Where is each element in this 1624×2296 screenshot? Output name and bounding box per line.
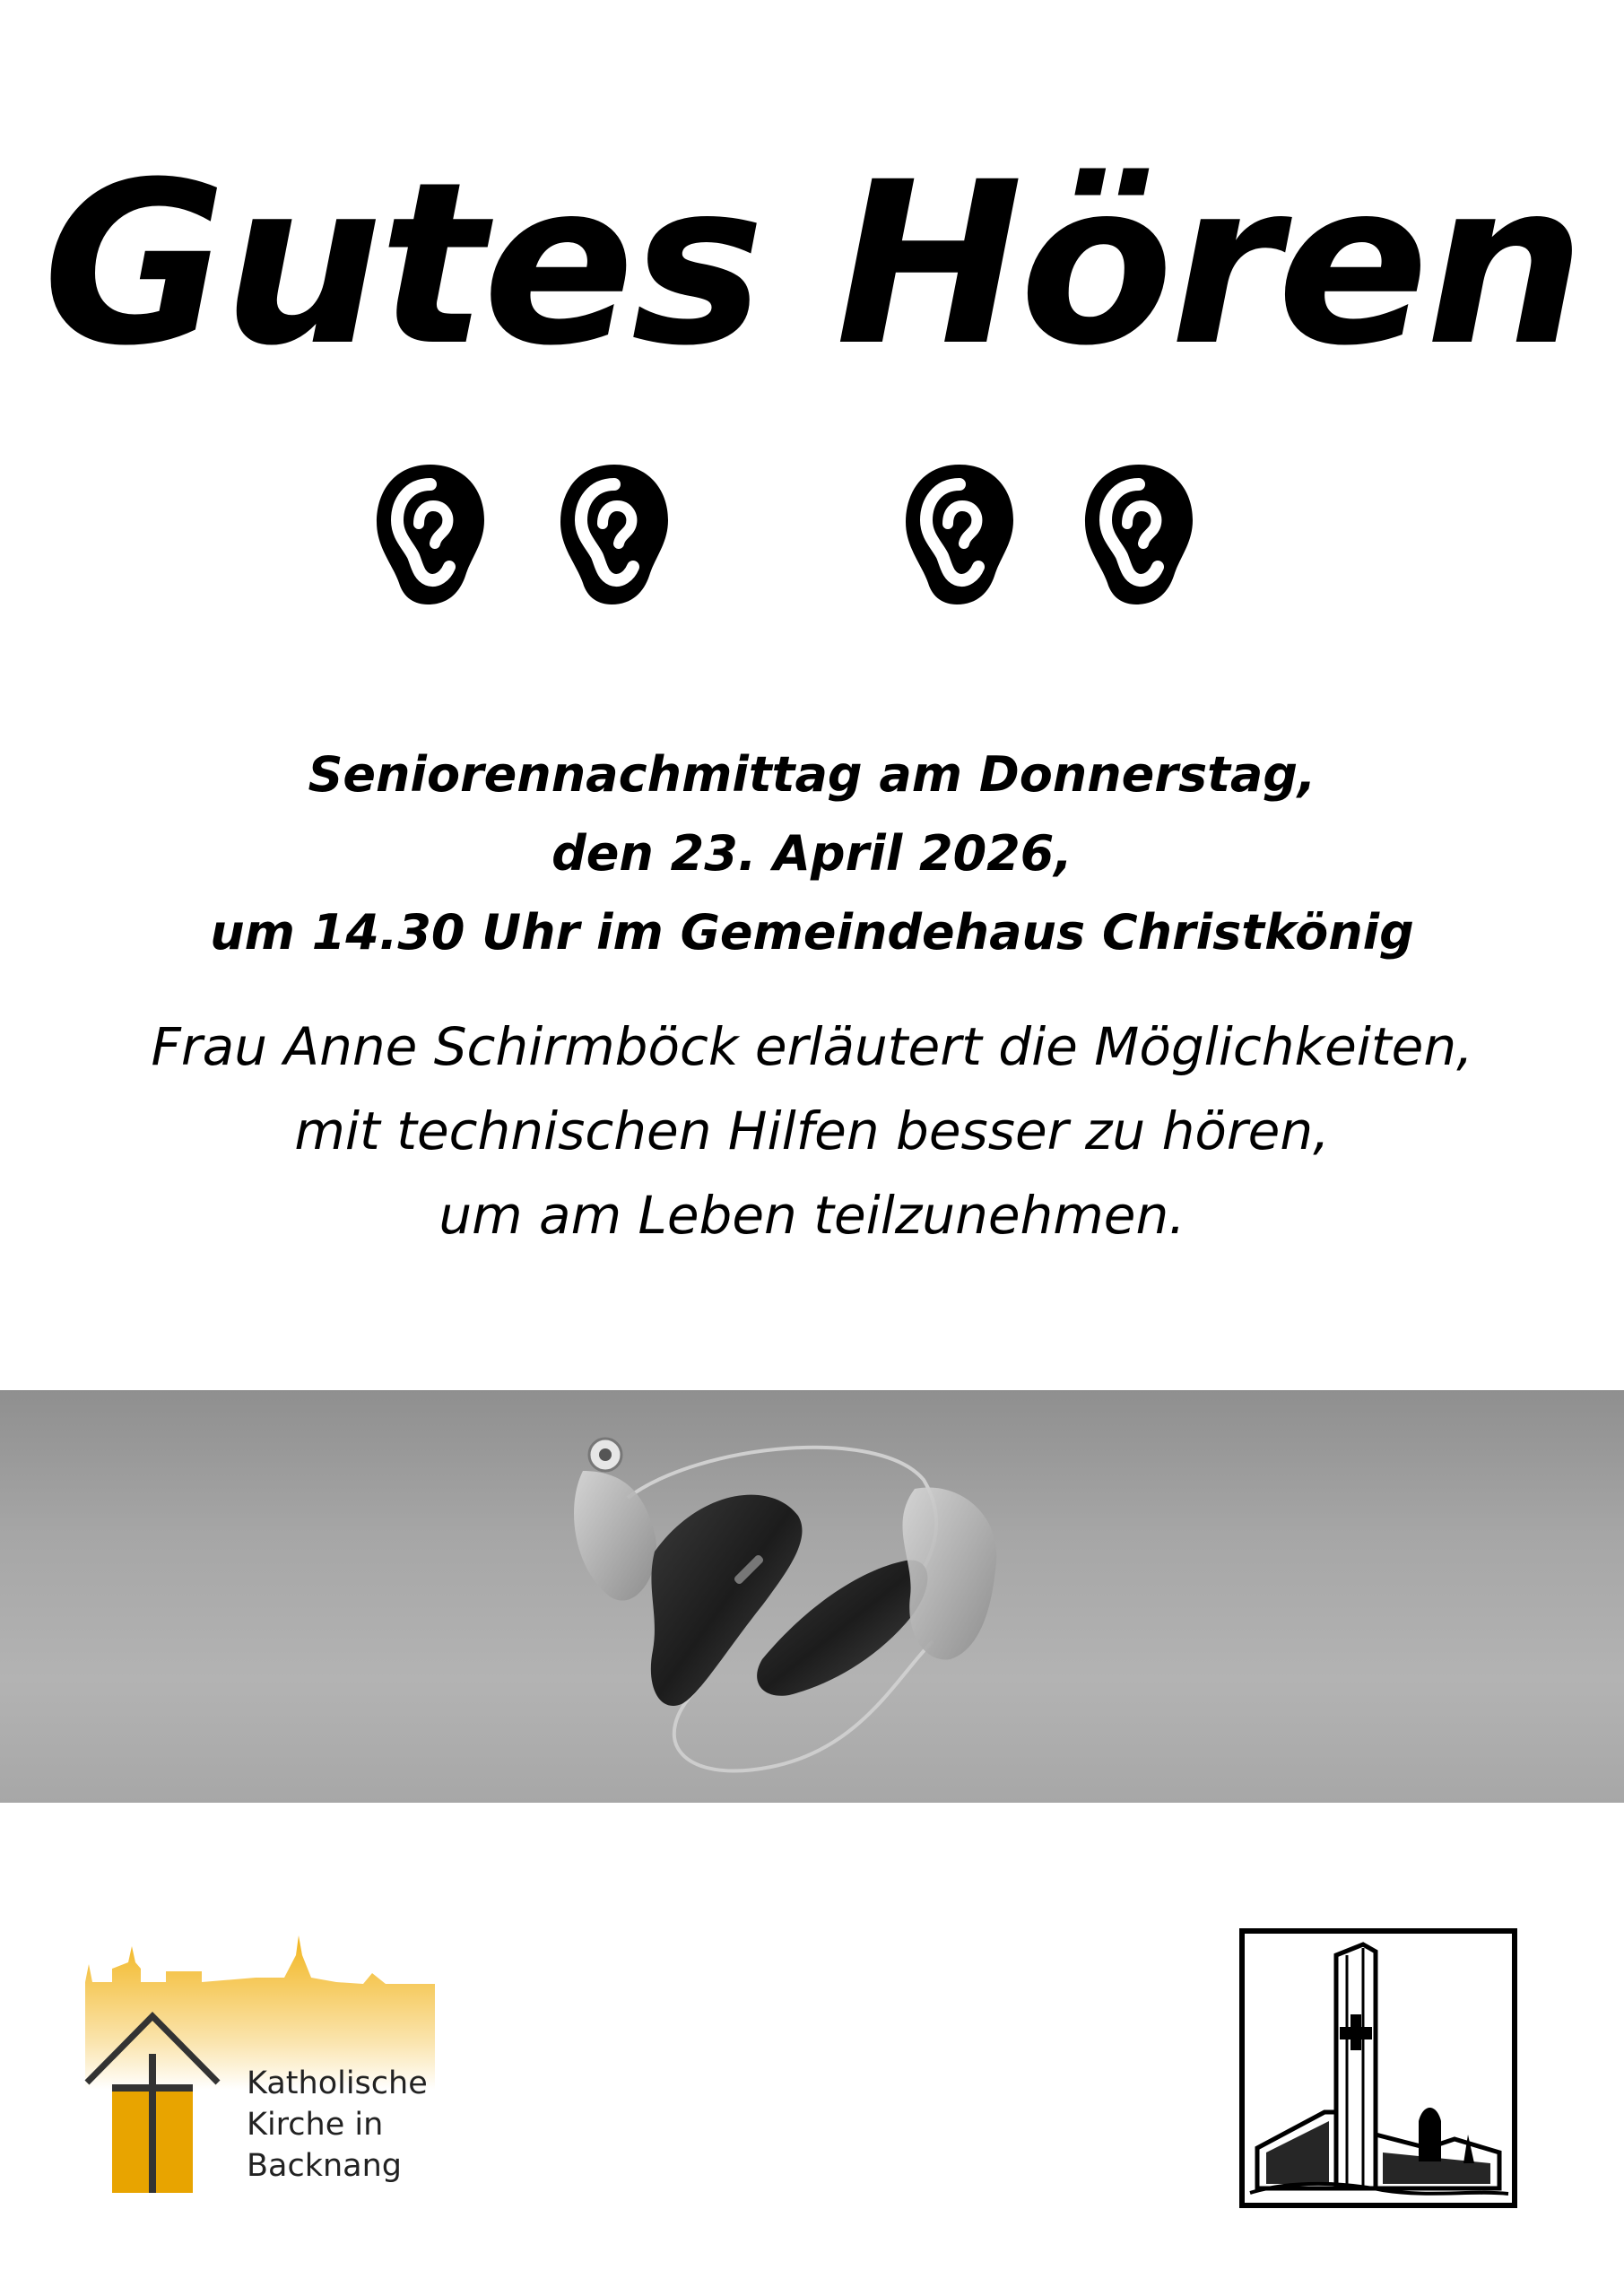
church-tower-icon (1239, 1928, 1517, 2208)
page-title: Gutes Hören (42, 134, 1582, 395)
ear-icon (372, 457, 489, 610)
logo-text-line: Backnang (247, 2148, 403, 2184)
event-description (0, 1004, 1624, 1257)
event-line-date: den 23. April 2026, (551, 825, 1073, 882)
ear-icons-row (0, 457, 1624, 610)
logo-text-line: Kirche in (247, 2107, 384, 2143)
description-line: um am Leben teilzunehmen. (439, 1185, 1185, 1246)
ear-icon (556, 457, 673, 610)
logo-text (247, 2063, 428, 2187)
description-line: Frau Anne Schirmböck erläutert die Möglichkeiten, (151, 1016, 1473, 1077)
event-line-title: Seniorennachmittag am Donnerstag, (308, 746, 1316, 803)
logo-text-line: Katholische (247, 2066, 428, 2101)
description-line: mit technischen Hilfen besser zu hören, (294, 1100, 1330, 1161)
hearing-aids-photo (0, 1390, 1624, 1803)
ear-icon (1081, 457, 1197, 610)
catholic-church-backnang-logo (76, 1928, 453, 2197)
ear-icon (901, 457, 1018, 610)
event-line-time-place: um 14.30 Uhr im Gemeindehaus Christkönig (210, 904, 1414, 961)
event-details (0, 735, 1624, 972)
